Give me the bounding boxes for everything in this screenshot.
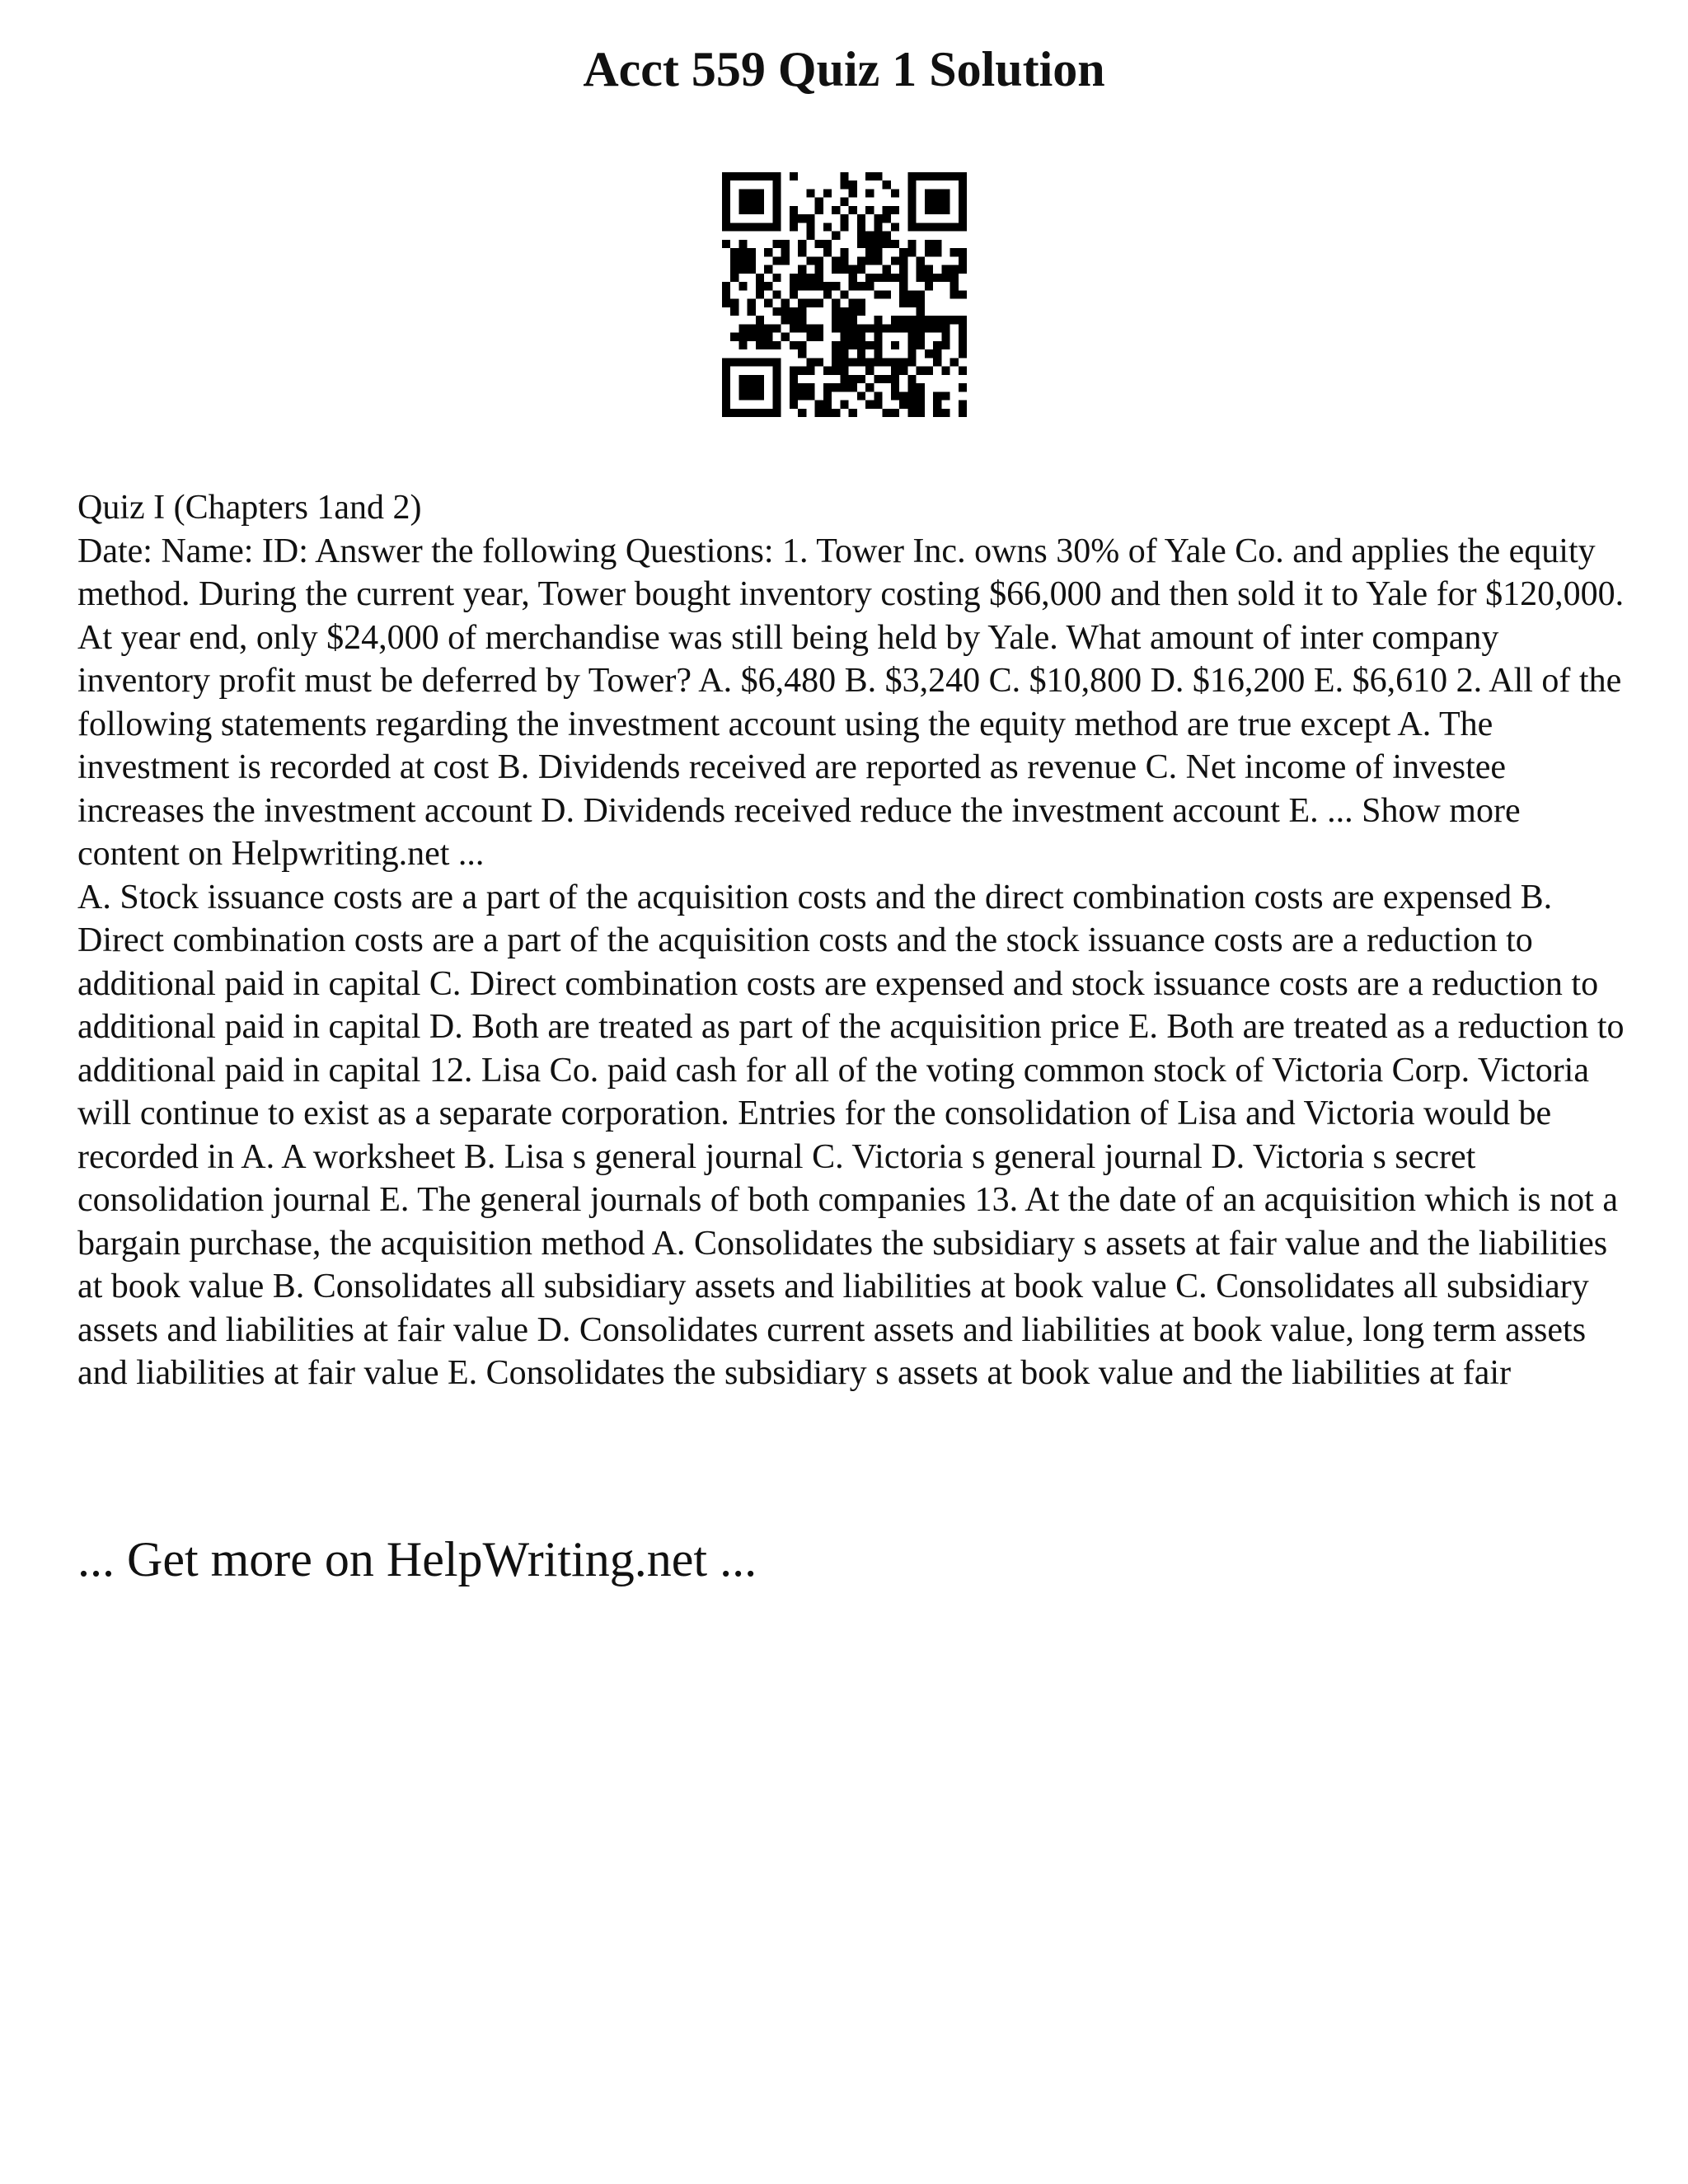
body-paragraph-2: A. Stock issuance costs are a part of the acquisition costs and the direct combination costs are expensed B. Direct combination costs are a part of the acquisition costs and the stock issuance costs are a reduction to additional paid in capital C. Direct combination costs are expensed and stock issuance costs are a reduction to additional paid in capital D. Both are treated as part of the acquisition price E. Both are treated as a reduction to additional paid in capital 12. Lisa Co. paid cash for all of the voting common stock of Victoria Corp. Victoria will continue to exist as a separate corporation. Entries for the consolidation of Lisa and Victoria would be recorded in A. A worksheet B. Lisa s general journal C. Victoria s general journal D. Victoria s secret consolidation journal E. The general journals of both companies 13. At the date of an acquisition which is not a bargain purchase, the acquisition method A. Consolidates the subsidiary s assets at fair value and the liabilities at book value B. Consolidates all subsidiary assets and liabilities at book value C. Consolidates all subsidiary assets and liabilities at fair value D. Consolidates current assets and liabilities at book value, long term assets and liabilities at fair value E. Consolidates the subsidiary s assets at book value and the liabilities at fair [77, 878, 1625, 1392]
quiz-heading: Quiz I (Chapters 1and 2) [77, 489, 422, 527]
get-more-link[interactable]: ... Get more on HelpWriting.net ... [77, 1532, 757, 1586]
document-body [77, 486, 1627, 1395]
qr-code-icon [722, 172, 967, 417]
body-paragraph-1: Date: Name: ID: Answer the following Questions: 1. Tower Inc. owns 30% of Yale Co. and applies the equity method. During the current year, Tower bought inventory costing $66,000 and then sold it to Yale for $120,000. At year end, only $24,000 of merchandise was still being held by Yale. What amount of inter company inventory profit must be deferred by Tower? A. $6,480 B. $3,240 C. $10,800 D. $16,200 E. $6,610 2. All of the following statements regarding the investment account using the equity method are true except A. The investment is recorded at cost B. Dividends received are reported as revenue C. Net income of investee increases the investment account D. Dividends received reduce the investment account E. ... Show more content on Helpwriting.net ... [77, 532, 1625, 873]
document-title: Acct 559 Quiz 1 Solution [583, 42, 1105, 96]
